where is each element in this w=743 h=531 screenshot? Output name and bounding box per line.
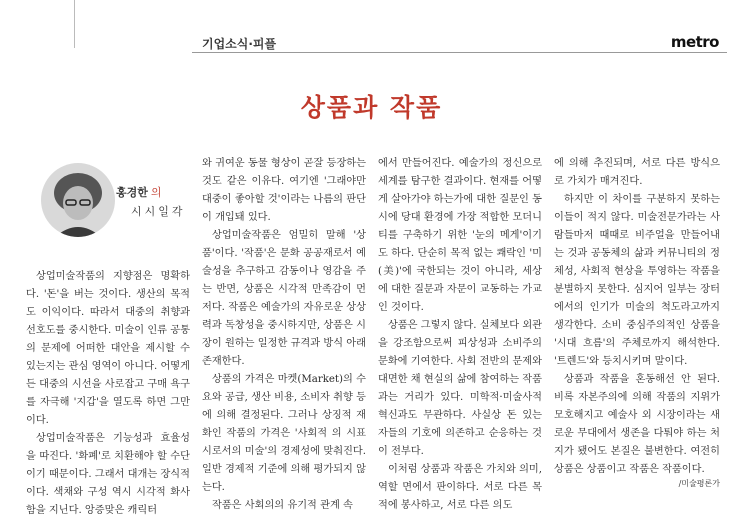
column-name: 시시일각 [131,205,186,218]
body-column-1 [26,268,190,520]
body-column-4 [554,155,720,493]
paragraph: 상업미술작품은 기능성과 효율성을 따진다. '화폐'로 치환해야 할 수단이기 때문이다. 그래서 대개는 장식적이다. 색채와 구성 역시 시각적 화사함을 지닌다. 앙증맞은 캐릭터 [26,433,190,516]
author-name: 홍경한 의 [116,186,162,199]
paragraph: 상품의 가격은 마켓(Market)의 수요와 공급, 생산 비용, 소비자 취향 등에 의해 결정된다. 그러나 상징적 재화인 작품의 가격은 '사회적 의 시표시로서의 미술'의 경제성에 맞춰진다. 일반 경제적 기준에 의해 평가되지 않는다. [202,374,366,493]
article-title: 상품과 작품 [300,93,443,122]
paragraph: 상업미술작품의 지향점은 명확하다. '돈'을 버는 것이다. 생산의 목적도 이익이다. 따라서 대중의 취향과 선호도를 중시한다. 미술이 인류 공통의 문제에 어떠한 대안을 제시할 수 있는지는 관심 영역이 아니다. 어떻게든 대중의 시선을 사로잡고 구매 욕구를 자극해 '지갑'을 열도록 하면 그만이다. [26,271,190,426]
byline: /미술평론가 [678,479,720,488]
brand-logo: metro [670,33,719,51]
author-portrait [41,163,115,237]
header-rule [192,52,727,53]
paragraph: 하지만 이 차이를 구분하지 못하는 이들이 적지 않다. 미술전문가라는 사람들마저 때때로 비주얼을 만들어내는 것과 공동체의 삶과 커뮤니티의 정체성, 사회적 현상을 투영하는 작품을 분별하지 못한다. 심지어 일부는 장터에서의 인기가 미술의 척도라고까지 생각한다. 소비 중심주의적인 상품을 '시대 흐름'의 주체로까지 해석한다. '트렌드'와 등치시키며 말이다. [554,194,720,367]
paragraph: 이처럼 상품과 작품은 가치와 의미, 역할 면에서 판이하다. 서로 다른 목적에 봉사하고, 서로 다른 의도 [378,464,542,511]
header-divider [14,0,75,48]
body-column-3 [378,155,542,515]
paragraph: 상업미술작품은 엄밀히 말해 '상품'이다. '작품'은 문화 공공재로서 예술성을 추구하고 감동이나 영감을 주는 반면, 상품은 시각적 만족감이 먼저다. 작품은 예술가의 자유로운 상상력과 독창성을 중시하지만, 상품은 시장이 원하는 일정한 규격과 방식 아래 존재한다. [202,230,366,367]
paragraph: 와 귀여운 동물 형상이 곧잘 등장하는 것도 같은 이유다. 여기엔 '그래야만 대중이 좋아할 것'이라는 나름의 판단이 개입돼 있다. [202,158,366,223]
paragraph: 상품과 작품을 혼동해선 안 된다. 비록 자본주의에 의해 작품의 지위가 모호해지고 예술사 외 시장이라는 새로운 무대에서 생존을 다퉈야 하는 처지가 됐어도 본질은 불변한다. 여전히 상품은 상품이고 작품은 작품이다. [554,374,720,475]
paragraph: 에 의해 추진되며, 서로 다른 방식으로 가치가 매겨진다. [554,158,720,187]
paragraph: 에서 만들어진다. 예술가의 정신으로 세계를 탐구한 결과이다. 현재를 어떻게 살아가야 하는가에 대한 질문인 동시에 당대 환경에 가장 적합한 모더니티를 구축하기 위한 '눈의 메게'이기도 하다. 단순히 목적 없는 쾌락인 '미(美)'에 국한되는 것이 아니라, 세상에 대한 질문과 자문이 교동하는 가교인 것이다. [378,158,542,313]
body-column-2 [202,155,366,515]
paragraph: 작품은 사회의의 유기적 관계 속 [212,500,353,511]
paragraph: 상품은 그렇지 않다. 실체보다 외관을 강조함으로써 피상성과 소비주의 문화에 기여한다. 사회 전반의 문제와 대면한 채 현실의 삶에 참여하는 작품과는 거리가 있다. 미학적·미술사적 혁신과도 무관하다. 사실상 돈 있는 자들의 기호에 의존하고 순응하는 것이 전부다. [378,320,542,457]
section-label: 기업소식·피플 [202,37,277,51]
